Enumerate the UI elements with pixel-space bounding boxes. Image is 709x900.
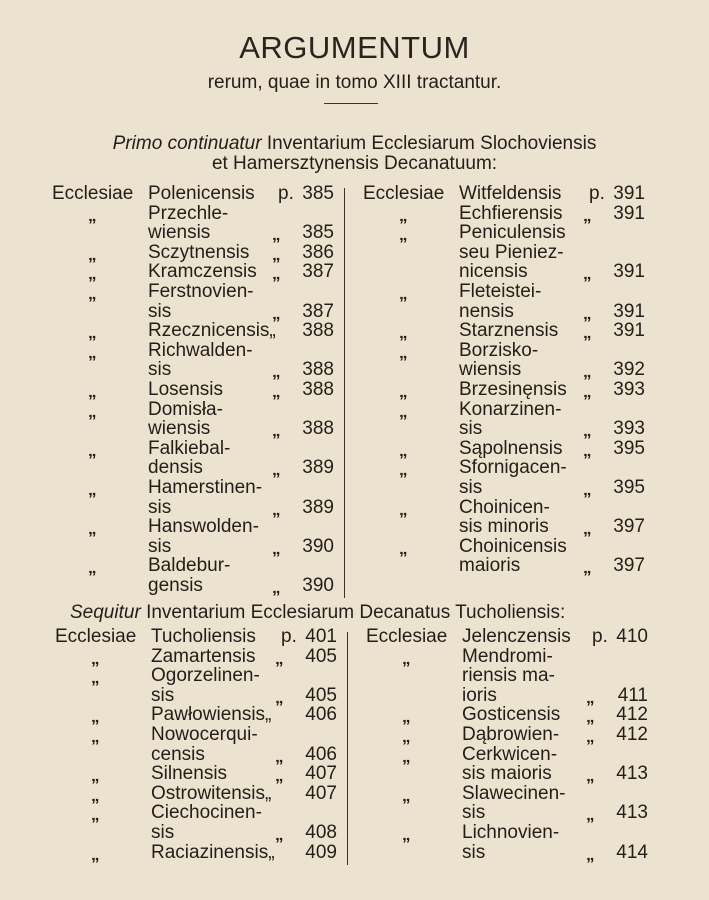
ditto-mark: „: [583, 205, 592, 225]
entry-name: sis: [148, 496, 172, 518]
ditto-mark: „: [272, 499, 281, 519]
entry-name: maioris: [459, 555, 521, 577]
entry-name: Rzecznicensis„: [148, 320, 276, 342]
entry-name: Hamerstinen-: [148, 477, 263, 498]
page-number: 406: [305, 743, 337, 765]
index-entry: [366, 705, 656, 725]
page-number: 405: [305, 684, 337, 706]
page-number: 397: [613, 555, 645, 577]
page-number: 385: [302, 222, 334, 244]
entry-lead-word: Ecclesiae: [363, 183, 445, 204]
page-number: 387: [302, 261, 334, 283]
index-entry: [52, 360, 342, 380]
ditto-mark: „: [399, 440, 408, 460]
index-entry: [52, 262, 342, 282]
entry-name: Jelenczensis: [462, 626, 571, 647]
index-entry: [363, 302, 653, 322]
entry-name: wiensis: [459, 359, 522, 381]
ditto-mark: „: [91, 766, 100, 786]
index-entry: [363, 380, 653, 400]
section2-intro-italic: Sequitur: [70, 602, 141, 623]
index-entry: [363, 204, 653, 224]
index-entry: [363, 439, 653, 459]
page-number: 414: [616, 841, 648, 863]
ditto-mark: „: [91, 805, 100, 825]
ditto-mark: „: [583, 421, 592, 441]
index-entry: [363, 400, 653, 420]
entry-name: Lichnovien-: [462, 822, 560, 843]
index-entry: [363, 478, 653, 498]
page-number: 411: [617, 684, 648, 706]
index-entry: [366, 627, 656, 647]
page-number: 395: [613, 437, 645, 459]
ditto-mark: „: [272, 460, 281, 480]
index-entry: [363, 360, 653, 380]
entry-name: Kramczensis: [148, 261, 257, 283]
page-number: 407: [305, 782, 337, 804]
ditto-mark: „: [88, 244, 97, 264]
entry-name: Richwalden-: [148, 339, 253, 361]
index-entry: [55, 647, 345, 667]
entry-name: Przechle-: [148, 202, 229, 224]
ditto-mark: „: [88, 519, 97, 539]
index-entry: [52, 537, 342, 557]
index-entry: [363, 282, 653, 302]
entry-name: Konarzinen-: [459, 398, 562, 420]
entry-name: nensis: [459, 300, 514, 322]
index-entry: [55, 823, 345, 843]
page-number: 408: [305, 822, 337, 843]
index-entry: [52, 243, 342, 263]
page-number: 390: [302, 575, 334, 596]
entry-name: sis: [462, 802, 486, 824]
index-entry: [366, 725, 656, 745]
index-entry: [366, 803, 656, 823]
entry-name: censis: [151, 743, 205, 765]
page-abbrev: p.: [278, 183, 294, 204]
entry-name: Silnensis: [151, 763, 228, 785]
section1-intro-line1: Inventarium Ecclesiarum Slochoviensis: [266, 133, 597, 154]
ditto-mark: „: [272, 264, 281, 284]
section1-intro-italic: Primo continuatur: [112, 133, 262, 154]
entry-name: gensis: [148, 575, 203, 596]
index-entry: [52, 341, 342, 361]
ditto-mark: „: [275, 687, 284, 707]
entry-name: Falkiebal-: [148, 437, 231, 459]
entry-name: sis maioris: [462, 763, 552, 785]
ditto-mark: „: [583, 303, 592, 323]
entry-name: Peniculensis: [459, 222, 566, 244]
index-entry: [52, 517, 342, 537]
ditto-mark: „: [272, 225, 281, 245]
index-entry: [363, 341, 653, 361]
index-entry: [52, 223, 342, 243]
entry-name: wiensis: [148, 222, 211, 244]
entry-name: Echfierensis: [459, 202, 563, 224]
index-entry: [55, 764, 345, 784]
ditto-mark: „: [399, 342, 408, 362]
ditto-mark: „: [586, 707, 595, 727]
ditto-mark: „: [586, 727, 595, 746]
entry-name: Fleteistei-: [459, 281, 542, 302]
index-entry: [363, 262, 653, 282]
ditto-mark: „: [402, 727, 411, 746]
entry-name: Polenicensis: [148, 183, 255, 204]
index-entry: [55, 803, 345, 823]
ditto-mark: „: [399, 284, 408, 303]
entry-name: Ciechocinen-: [151, 802, 262, 824]
ditto-mark: „: [399, 323, 408, 343]
section1-column-divider: [344, 188, 345, 598]
page-number: 388: [302, 418, 334, 440]
entry-name: sis: [459, 418, 483, 440]
index-entry: [366, 843, 656, 863]
ditto-mark: „: [583, 440, 592, 460]
index-entry: [366, 647, 656, 667]
entry-name: Ostrowitensis„: [151, 782, 272, 804]
index-entry: [363, 517, 653, 537]
entry-name: sis: [462, 841, 486, 863]
page-number: 412: [616, 704, 648, 726]
entry-name: Ogorzelinen-: [151, 665, 260, 687]
ditto-mark: „: [91, 785, 100, 805]
page-number: 405: [305, 645, 337, 667]
entry-name: Raciazinensis„: [151, 841, 275, 863]
index-entry: [363, 458, 653, 478]
page-title: ARGUMENTUM: [239, 30, 470, 65]
ditto-mark: „: [272, 362, 281, 382]
index-entry: [52, 184, 342, 204]
entry-name: Sczytnensis: [148, 241, 250, 263]
index-entry: [52, 439, 342, 459]
ditto-mark: „: [91, 707, 100, 727]
page-number: 391: [613, 320, 645, 342]
page-number: 395: [613, 477, 645, 498]
page-number: 397: [613, 516, 645, 538]
index-entry: [363, 223, 653, 243]
ditto-mark: „: [88, 205, 97, 225]
ditto-mark: „: [399, 499, 408, 519]
ditto-mark: „: [583, 382, 592, 401]
entry-lead-word: Ecclesiae: [366, 626, 448, 647]
ditto-mark: „: [402, 785, 411, 805]
entry-name: Dąbrowien-: [462, 724, 560, 745]
index-entry: [55, 705, 345, 725]
index-entry: [363, 537, 653, 557]
ditto-mark: „: [583, 362, 592, 382]
ditto-mark: „: [583, 480, 592, 499]
index-entry: [363, 556, 653, 576]
ditto-mark: „: [583, 264, 592, 284]
index-entry: [366, 764, 656, 784]
ditto-mark: „: [272, 578, 281, 597]
entry-name: Mendromi-: [462, 645, 553, 667]
ditto-mark: „: [586, 687, 595, 707]
index-entry: [366, 666, 656, 686]
index-entry: [52, 556, 342, 576]
ditto-mark: „: [91, 668, 100, 688]
section1-intro-second-line: et Hamersztynensis Decanatuum:: [211, 153, 498, 174]
entry-name: Pawłowiensis„: [151, 704, 272, 726]
entry-name: nicensis: [459, 261, 528, 283]
ditto-mark: „: [275, 746, 284, 766]
ditto-mark: „: [586, 805, 595, 825]
ditto-mark: „: [402, 746, 411, 766]
index-entry: [55, 784, 345, 804]
ditto-mark: „: [91, 844, 100, 864]
entry-name: sis: [459, 477, 483, 498]
page-number: 388: [302, 359, 334, 381]
entry-name: sis: [148, 535, 172, 557]
ditto-mark: „: [399, 205, 408, 225]
section2-intro: [70, 603, 690, 623]
page-number: 388: [302, 379, 334, 400]
entry-name: Sfornigacen-: [459, 457, 567, 479]
index-entry: [52, 204, 342, 224]
index-entry: [55, 745, 345, 765]
page-number: 410: [616, 626, 648, 647]
index-entry: [55, 686, 345, 706]
index-entry: [52, 576, 342, 596]
index-entry: [55, 666, 345, 686]
ditto-mark: „: [88, 264, 97, 284]
ditto-mark: „: [272, 421, 281, 441]
entry-name: sis: [148, 359, 172, 381]
index-entry: [366, 686, 656, 706]
ditto-mark: „: [272, 303, 281, 323]
ditto-mark: „: [88, 480, 97, 499]
entry-name: Losensis: [148, 379, 223, 400]
entry-lead-word: Ecclesiae: [52, 183, 134, 204]
entry-name: Slawecinen-: [462, 782, 566, 804]
page-number: 391: [613, 300, 645, 322]
ditto-mark: „: [586, 844, 595, 864]
entry-name: Ferstnovien-: [148, 281, 254, 302]
entry-name: Zamartensis: [151, 645, 256, 667]
entry-name: Brzesinęnsis: [459, 379, 567, 400]
page-number: 391: [613, 202, 645, 224]
page-number: 393: [613, 379, 645, 400]
index-entry: [52, 282, 342, 302]
entry-name: Sąpolnensis: [459, 437, 563, 459]
index-entry: [52, 400, 342, 420]
index-entry: [52, 458, 342, 478]
page-number: 390: [302, 535, 334, 557]
page-number: 387: [302, 300, 334, 322]
entry-name: Borzisko-: [459, 339, 539, 361]
index-entry: [52, 419, 342, 439]
index-entry: [363, 243, 653, 263]
ditto-mark: „: [272, 538, 281, 558]
ditto-mark: „: [275, 766, 284, 786]
section2-intro-line1: Inventarium Ecclesiarum Decanatus Tucholiensis:: [146, 602, 566, 623]
ditto-mark: „: [586, 766, 595, 786]
page-abbrev: p.: [589, 183, 605, 204]
ditto-mark: „: [88, 323, 97, 343]
page-number: 391: [613, 183, 645, 204]
entry-name: Hanswolden-: [148, 516, 259, 538]
index-entry: [52, 302, 342, 322]
entry-name: Gosticensis: [462, 704, 561, 726]
page-number: 393: [613, 418, 645, 440]
ditto-mark: „: [399, 382, 408, 401]
entry-name: Cerkwicen-: [462, 743, 558, 765]
page-number: 401: [305, 626, 337, 647]
title-rule: [324, 103, 378, 104]
ditto-mark: „: [91, 648, 100, 668]
entry-name: Choinicen-: [459, 496, 550, 518]
page-number: 385: [302, 183, 334, 204]
index-entry: [55, 843, 345, 863]
page-number: 412: [616, 724, 648, 745]
entry-name: Witfeldensis: [459, 183, 562, 204]
entry-name: sis: [151, 684, 175, 706]
page-number: 386: [302, 241, 334, 263]
index-entry: [363, 419, 653, 439]
ditto-mark: „: [272, 382, 281, 401]
index-entry: [55, 627, 345, 647]
index-entry: [366, 745, 656, 765]
index-entry: [52, 380, 342, 400]
page-abbrev: p.: [281, 626, 297, 647]
ditto-mark: „: [399, 460, 408, 480]
entry-name: Starznensis: [459, 320, 559, 342]
ditto-mark: „: [399, 401, 408, 421]
entry-name: Baldebur-: [148, 555, 231, 577]
ditto-mark: „: [583, 558, 592, 578]
page-number: 413: [616, 763, 648, 785]
entry-name: Choinicensis: [459, 535, 567, 557]
index-entry: [52, 498, 342, 518]
page-number: 389: [302, 457, 334, 479]
entry-name: sis: [148, 300, 172, 322]
ditto-mark: „: [275, 825, 284, 844]
page-number: 389: [302, 496, 334, 518]
index-entry: [52, 321, 342, 341]
index-entry: [363, 184, 653, 204]
entry-name: wiensis: [148, 418, 211, 440]
section1-intro: [0, 134, 709, 154]
ditto-mark: „: [272, 244, 281, 264]
page-number: 392: [613, 359, 645, 381]
ditto-mark: „: [88, 284, 97, 303]
entry-lead-word: Ecclesiae: [55, 626, 137, 647]
index-entry: [366, 823, 656, 843]
page-number: 413: [616, 802, 648, 824]
page-number: 391: [613, 261, 645, 283]
ditto-mark: „: [402, 707, 411, 727]
entry-name: Tucholiensis: [151, 626, 256, 647]
ditto-mark: „: [88, 440, 97, 460]
ditto-mark: „: [402, 825, 411, 844]
page-subtitle: rerum, quae in tomo XIII tractantur.: [207, 72, 502, 93]
ditto-mark: „: [402, 648, 411, 668]
entry-name: sis minoris: [459, 516, 549, 538]
ditto-mark: „: [88, 558, 97, 578]
entry-name: Domisła-: [148, 398, 223, 420]
ditto-mark: „: [583, 323, 592, 343]
ditto-mark: „: [88, 401, 97, 421]
ditto-mark: „: [399, 225, 408, 245]
page-number: 409: [305, 841, 337, 863]
entry-name: seu Pieniez-: [459, 241, 564, 263]
page-number: 407: [305, 763, 337, 785]
entry-name: densis: [148, 457, 203, 479]
ditto-mark: „: [275, 648, 284, 668]
entry-name: sis: [151, 822, 175, 843]
page-number: 406: [305, 704, 337, 726]
index-entry: [55, 725, 345, 745]
ditto-mark: „: [91, 727, 100, 746]
section2-column-divider: [347, 632, 348, 865]
page-abbrev: p.: [592, 626, 608, 647]
ditto-mark: „: [88, 382, 97, 401]
entry-name: Nowocerqui-: [151, 724, 258, 745]
index-entry: [363, 498, 653, 518]
index-entry: [366, 784, 656, 804]
ditto-mark: „: [399, 538, 408, 558]
page-number: 388: [302, 320, 334, 342]
ditto-mark: „: [88, 342, 97, 362]
entry-name: ioris: [462, 684, 497, 706]
ditto-mark: „: [583, 519, 592, 539]
index-entry: [52, 478, 342, 498]
index-entry: [363, 321, 653, 341]
entry-name: riensis ma-: [462, 665, 555, 687]
